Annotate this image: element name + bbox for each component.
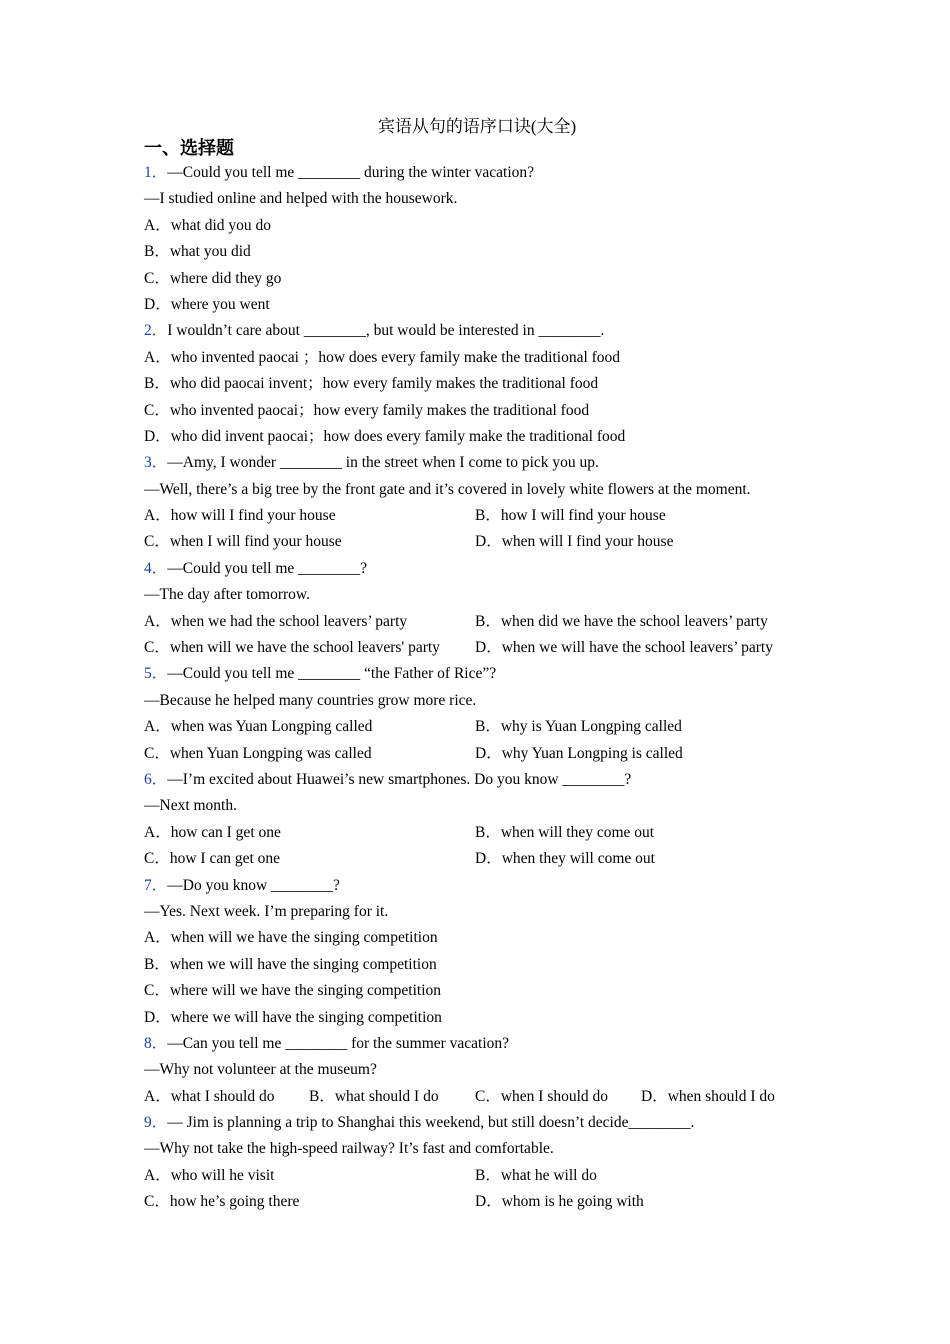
option-a: A．who invented paocai ；how does every family make the traditional food [144, 348, 621, 366]
option-a: A．how can I get one [144, 823, 281, 841]
question-number: 5． [144, 665, 168, 683]
option-b: B．when did we have the school leavers’ party [475, 612, 768, 630]
question-7-reply: —Yes. Next week. I’m preparing for it. [144, 902, 389, 920]
document-page [144, 112, 824, 1216]
question-5-stem: 5．—Could you tell me ________ “the Father of Rice”? [144, 665, 497, 683]
options-row [144, 714, 824, 740]
question-8-stem: 8．—Can you tell me ________ for the summer vacation? [144, 1034, 510, 1052]
option-d: D．when we will have the school leavers’ party [475, 639, 773, 657]
option-d: D．who did invent paocai；how does every family make the traditional food [144, 427, 626, 445]
question-1-reply: —I studied online and helped with the housework. [144, 190, 458, 208]
question-8-reply: —Why not volunteer at the museum? [144, 1061, 377, 1079]
option-c: C．where did they go [144, 269, 282, 287]
question-9-stem: 9．— Jim is planning a trip to Shanghai this weekend, but still doesn’t decide________. [144, 1114, 695, 1132]
question-6-reply: —Next month. [144, 797, 237, 815]
question-6-stem: 6．—I’m excited about Huawei’s new smartphones. Do you know ________? [144, 770, 632, 788]
option-a: A．when will we have the singing competition [144, 929, 438, 947]
question-4-reply: —The day after tomorrow. [144, 586, 310, 604]
options-row [144, 503, 824, 529]
page-title: 宾语从句的语序口诀(大全) [377, 117, 577, 136]
option-b: B．who did paocai invent；how every family makes the traditional food [144, 375, 599, 393]
option-b: B．what he will do [475, 1166, 597, 1184]
option-a: A．what I should do [144, 1087, 275, 1105]
option-c: C．how I can get one [144, 850, 281, 868]
option-d: D．when they will come out [475, 850, 655, 868]
option-c: C．where will we have the singing competition [144, 982, 442, 1000]
option-c: C．when I should do [475, 1087, 609, 1105]
section-heading: 一、选择题 [144, 138, 234, 158]
option-b: B．why is Yuan Longping called [475, 718, 682, 736]
option-c: C．when Yuan Longping was called [144, 744, 372, 762]
options-row [144, 846, 824, 872]
question-number: 4． [144, 559, 168, 577]
option-c: C．when will we have the school leavers' party [144, 639, 440, 657]
option-b: B．how I will find your house [475, 507, 666, 525]
options-row [144, 1163, 824, 1189]
option-b: B．when will they come out [475, 823, 655, 841]
options-row [144, 609, 824, 635]
option-d: D．where we will have the singing competition [144, 1008, 442, 1026]
option-c: C．when I will find your house [144, 533, 342, 551]
option-c: C．how he’s going there [144, 1193, 300, 1211]
option-d: D．where you went [144, 295, 270, 313]
option-a: A．when we had the school leavers’ party [144, 612, 408, 630]
option-d: D．when should I do [641, 1087, 775, 1105]
question-9-reply: —Why not take the high-speed railway? It’s fast and comfortable. [144, 1140, 554, 1158]
option-a: A．what did you do [144, 216, 272, 234]
option-a: A．who will he visit [144, 1166, 275, 1184]
question-number: 9． [144, 1114, 168, 1132]
question-1-stem: 1．—Could you tell me ________ during the winter vacation? [144, 164, 535, 181]
question-number: 6． [144, 770, 168, 788]
question-5-reply: —Because he helped many countries grow more rice. [144, 691, 477, 709]
question-3-reply: —Well, there’s a big tree by the front gate and it’s covered in lovely white flowers at the moment. [144, 480, 751, 498]
option-b: B．what should I do [309, 1087, 439, 1105]
question-4-stem: 4．—Could you tell me ________? [144, 559, 368, 577]
question-number: 8． [144, 1034, 168, 1052]
option-d: D．why Yuan Longping is called [475, 744, 683, 762]
option-c: C．who invented paocai；how every family makes the traditional food [144, 401, 590, 419]
question-number: 3． [144, 454, 168, 472]
question-number: 7． [144, 876, 168, 894]
option-d: D．whom is he going with [475, 1193, 644, 1211]
option-b: B．what you did [144, 243, 251, 261]
option-d: D．when will I find your house [475, 533, 674, 551]
question-7-stem: 7．—Do you know ________? [144, 876, 340, 894]
option-a: A．when was Yuan Longping called [144, 718, 373, 736]
options-row [144, 635, 824, 661]
option-b: B．when we will have the singing competition [144, 955, 437, 973]
question-number: 2． [144, 322, 168, 340]
options-row [144, 529, 824, 555]
options-row [144, 1084, 824, 1110]
question-3-stem: 3．—Amy, I wonder ________ in the street when I come to pick you up. [144, 454, 599, 472]
options-row [144, 1189, 824, 1215]
question-number: 1． [144, 164, 168, 181]
option-a: A．how will I find your house [144, 507, 336, 525]
options-row [144, 741, 824, 767]
options-row [144, 820, 824, 846]
question-2-stem: 2．I wouldn’t care about ________, but would be interested in ________. [144, 322, 605, 340]
